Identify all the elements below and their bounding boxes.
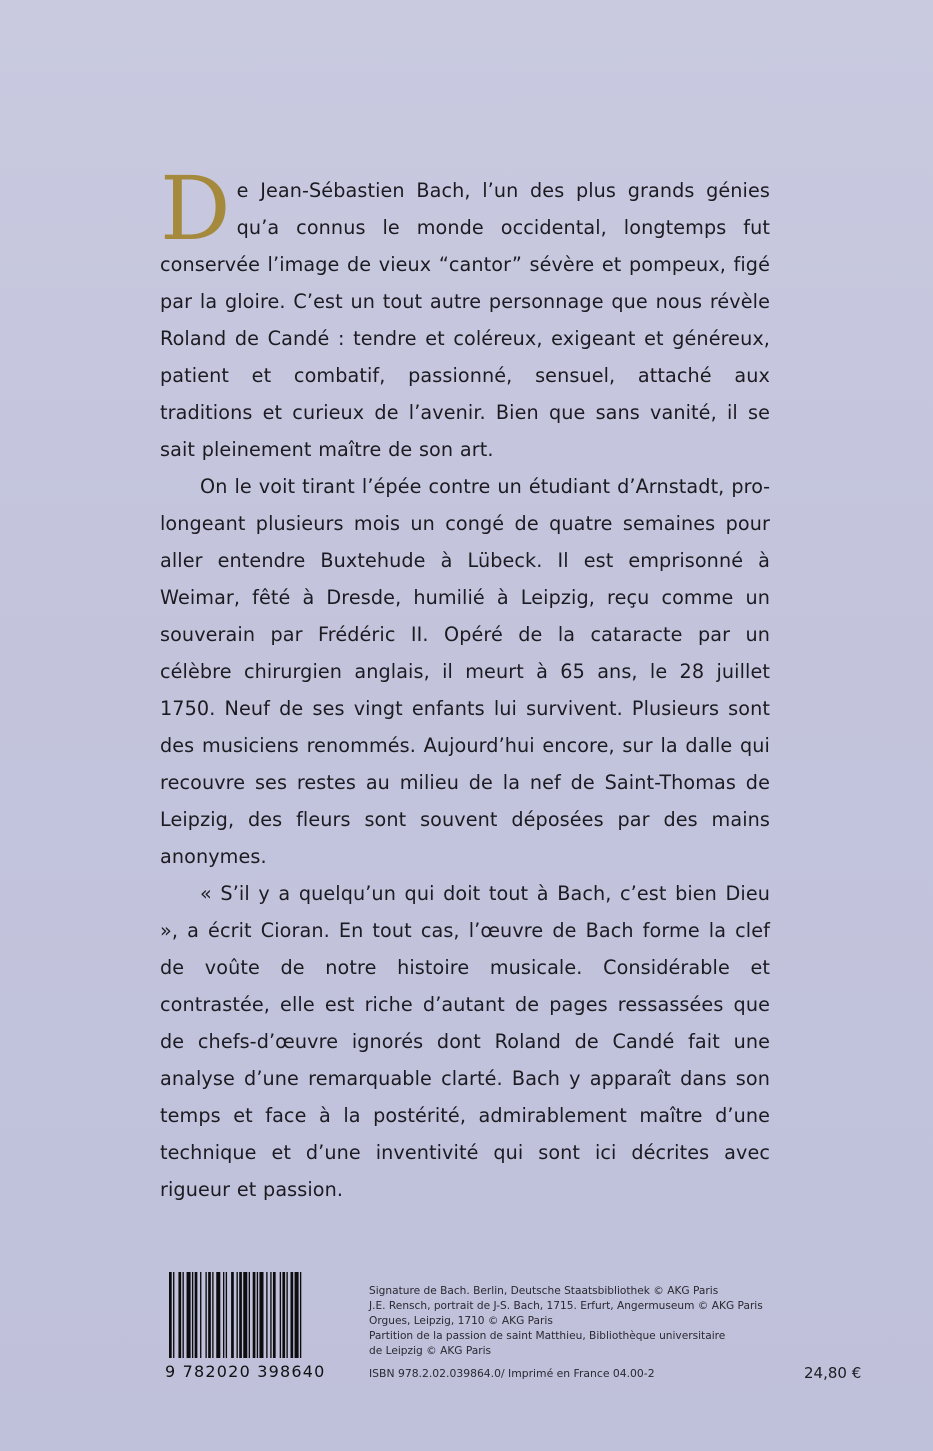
blurb-paragraph-1-text: e Jean-Sébastien Bach, l’un des plus grands génies qu’a connus le monde occidental, longtemps fut conservée l’image de vieux “cantor” sévère et pompeux, figé par la gloire. C’est un tout autre personnage que nous révèle Roland de Candé : tendre et coléreux, exigeant et généreux, patient et combatif, passionné, sensuel, attaché aux traditions et curieux de l’avenir. Bien que sans vanité, il se sait pleinement maître de son art. — [160, 179, 770, 461]
isbn-text: ISBN 978.2.02.039864.0/ Imprimé en France 04.00-2 — [369, 1367, 655, 1380]
credit-line: J.E. Rensch, portrait de J-S. Bach, 1715. Erfurt, Angermuseum © AKG Paris — [369, 1300, 763, 1312]
blurb-paragraph-3: « S’il y a quelqu’un qui doit tout à Bach, c’est bien Dieu », a écrit Cioran. En tout cas, l’œuvre de Bach forme la clef de voûte de notre histoire musicale. Considérable et contrastée, elle est riche d’autant de pages ressassées que de chefs-d’œuvre ignorés dont Roland de Candé fait une analyse d’une remarquable clarté. Bach y apparaît dans son temps et face à la postérité, admirablement maître d’une technique et d’une inventivité qui sont ici décrites avec rigueur et passion. — [160, 882, 770, 1201]
barcode-digits: 9 782020 398640 — [165, 1362, 326, 1381]
drop-cap-letter: D — [160, 157, 231, 260]
price-label: 24,80 € — [804, 1364, 862, 1382]
blurb-paragraph-1 — [160, 157, 770, 468]
credit-line: Orgues, Leipzig, 1710 © AKG Paris — [369, 1315, 553, 1327]
blurb-text — [160, 157, 770, 1208]
image-credits — [369, 1284, 789, 1381]
credit-line: de Leipzig © AKG Paris — [369, 1345, 492, 1357]
isbn-barcode — [165, 1272, 355, 1386]
barcode-bars-icon — [169, 1272, 351, 1358]
blurb-paragraph-2: On le voit tirant l’épée contre un étudiant d’Arnstadt, prolongeant plusieurs mois un congé de quatre semaines pour aller entendre Buxtehude à Lübeck. Il est emprisonné à Weimar, fêté à Dresde, humilié à Leipzig, reçu comme un souverain par Frédéric II. Opéré de la cataracte par un célèbre chirurgien anglais, il meurt à 65 ans, le 28 juillet 1750. Neuf de ses vingt enfants lui survivent. Plusieurs sont des musiciens renommés. Aujourd’hui encore, sur la dalle qui recouvre ses restes au milieu de la nef de Saint-Thomas de Leipzig, des fleurs sont souvent déposées par des mains anonymes. — [160, 475, 770, 868]
credit-line: Partition de la passion de saint Matthieu, Bibliothèque universitaire — [369, 1330, 726, 1342]
credit-line: Signature de Bach. Berlin, Deutsche Staatsbibliothek © AKG Paris — [369, 1285, 719, 1297]
